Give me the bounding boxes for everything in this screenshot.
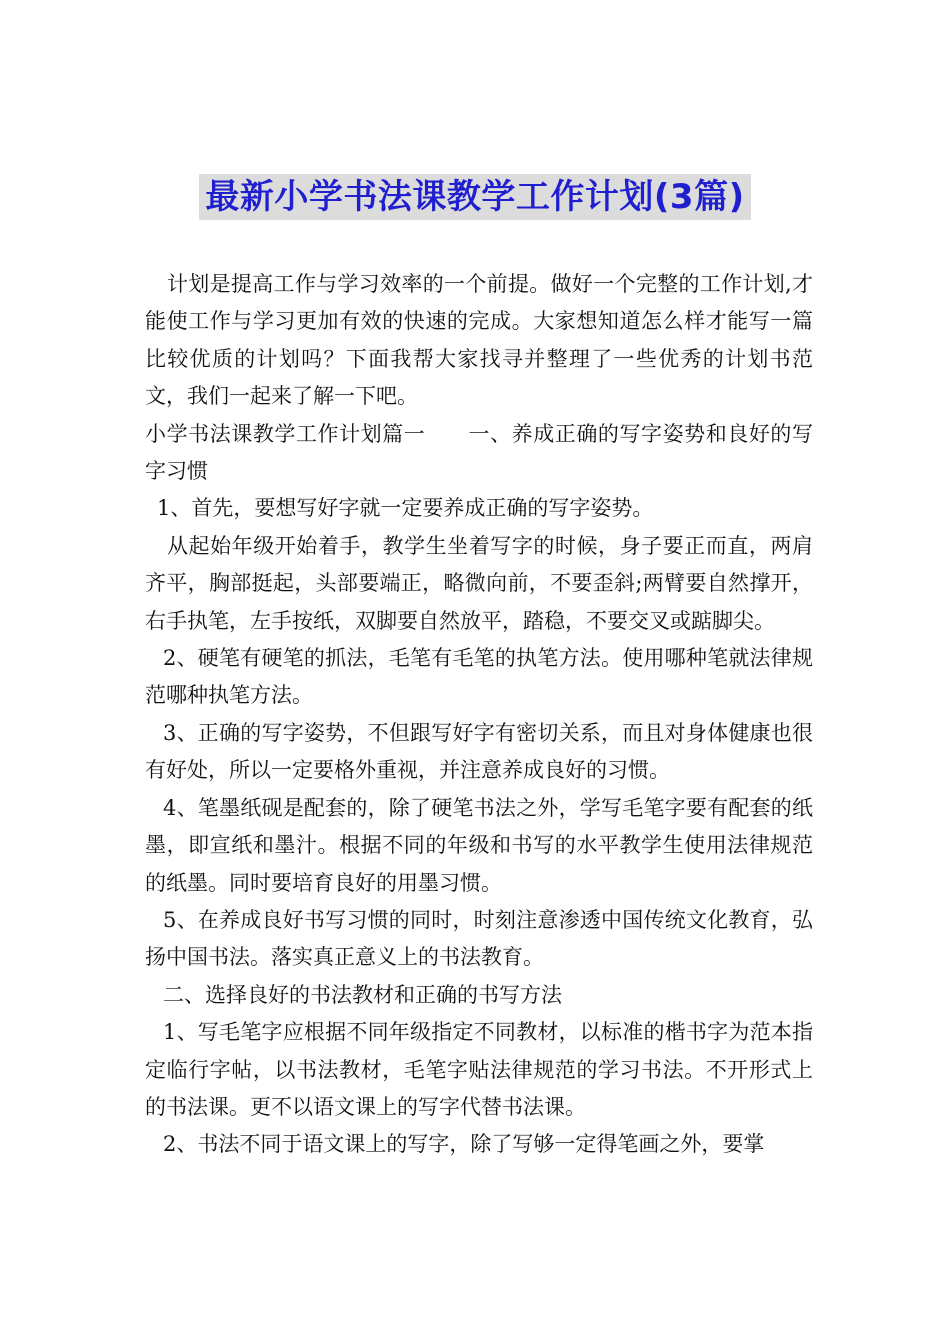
document-title: 最新小学书法课教学工作计划(3篇) [199,174,750,220]
list-item-method-2: 2、书法不同于语文课上的写字，除了写够一定得笔画之外，要掌 [163,1132,765,1157]
document-body [145,266,813,1164]
title-container [0,174,950,220]
list-item-method-1: 1、写毛笔字应根据不同年级指定不同教材，以标准的楷书字为范本指定临行字帖，以书法教材，毛笔字贴法律规范的学习书法。不开形式上的书法课。更不以语文课上的写字代替书法课。 [145,1020,813,1119]
section-two-heading: 二、选择良好的书法教材和正确的书写方法 [163,982,562,1007]
posture-detail-paragraph: 从起始年级开始着手，教学生坐着写字的时候，身子要正而直，两肩齐平，胸部挺起，头部要端正，略微向前，不要歪斜;两臂要自然撑开，右手执笔，左手按纸，双脚要自然放平，踏稳，不要交叉或踮脚尖。 [145,533,813,633]
list-item-posture-1: 1、首先，要想写好字就一定要养成正确的写字姿势。 [157,496,654,521]
list-item-posture-3: 3、正确的写字姿势，不但跟写好字有密切关系，而且对身体健康也很有好处，所以一定要格外重视，并注意养成良好的习惯。 [145,720,813,783]
section-heading-paragraph: 小学书法课教学工作计划篇一 一、养成正确的写字姿势和良好的写字习惯 [145,421,813,484]
intro-paragraph: 计划是提高工作与学习效率的一个前提。做好一个完整的工作计划,才能使工作与学习更加有效的快速的完成。大家想知道怎么样才能写一篇比较优质的计划吗？下面我帮大家找寻并整理了一些优秀的计划书范文，我们一起来了解一下吧。 [145,272,813,409]
list-item-posture-4: 4、笔墨纸砚是配套的，除了硬笔书法之外，学写毛笔字要有配套的纸墨，即宣纸和墨汁。根据不同的年级和书写的水平教学生使用法律规范的纸墨。同时要培育良好的用墨习惯。 [145,795,813,895]
list-item-posture-5: 5、在养成良好书写习惯的同时，时刻注意渗透中国传统文化教育，弘扬中国书法。落实真正意义上的书法教育。 [145,907,813,970]
list-item-posture-2: 2、硬笔有硬笔的抓法，毛笔有毛笔的执笔方法。使用哪种笔就法律规范哪种执笔方法。 [145,646,813,708]
